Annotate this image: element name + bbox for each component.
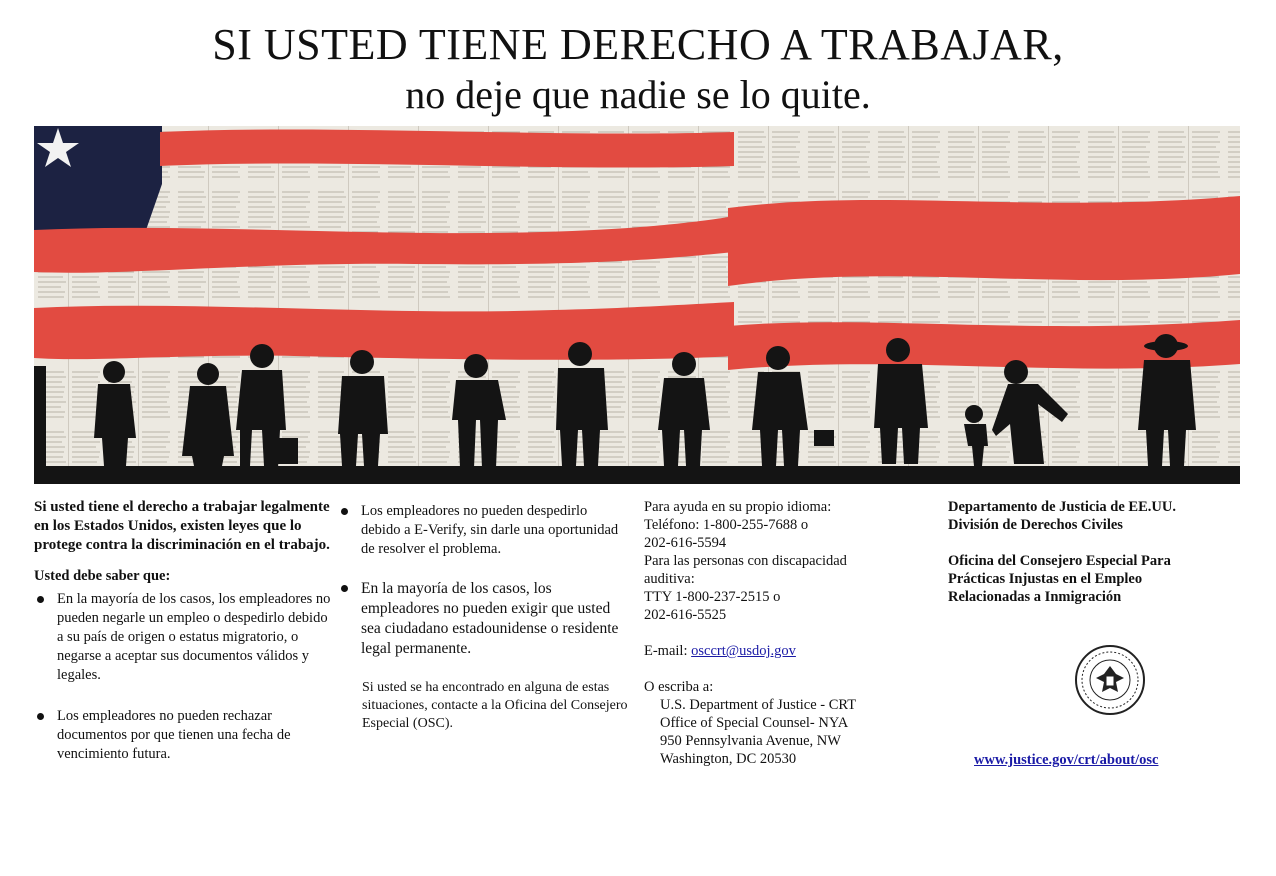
email-link[interactable]: osccrt@usdoj.gov (691, 643, 796, 659)
address-line: U.S. Department of Justice - CRT (660, 697, 857, 713)
address-line: Washington, DC 20530 (660, 751, 797, 767)
write-label: O escriba a: (644, 679, 714, 695)
address-line: Office of Special Counsel- NYA (660, 715, 849, 731)
column-rights-intro (34, 498, 334, 764)
title-line-2: no deje que nadie se lo quite. (405, 72, 871, 117)
rights-intro-text: Si usted tiene el derecho a trabajar legalmente en los Estados Unidos, existen leyes que lo protege contra la discriminación en el trabajo. (34, 499, 330, 553)
disability-line-2: auditiva: (644, 571, 695, 587)
office-name-line: Relacionadas a Inmigración (948, 589, 1122, 605)
department-name: Departamento de Justicia de EE.UU. (948, 499, 1176, 515)
column-employer-rules (338, 498, 628, 733)
list-item: En la mayoría de los casos, los empleadores no pueden exigir que usted sea ciudadano estadounidense o residente legal permanente. (338, 579, 628, 659)
contact-osc-note: Si usted se ha encontrado en alguna de estas situaciones, contacte a la Oficina del Consejero Especial (OSC). (362, 680, 628, 731)
disability-line: Para las personas con discapacidad (644, 553, 847, 569)
office-name-line: Prácticas Injustas en el Empleo (948, 571, 1143, 587)
phone-line: Teléfono: 1-800-255-7688 o (644, 517, 809, 533)
tty-line-2: 202-616-5525 (644, 607, 727, 623)
division-name: División de Derechos Civiles (948, 517, 1123, 533)
tty-line: TTY 1-800-237-2515 o (644, 589, 781, 605)
title-line-1: SI USTED TIENE DERECHO A TRABAJAR, (212, 20, 1064, 69)
know-heading: Usted debe saber que: (34, 568, 171, 584)
help-line: Para ayuda en su propio idioma: (644, 499, 832, 515)
email-row (644, 642, 924, 660)
list-item: Los empleadores no pueden rechazar documentos por que tienen una fecha de vencimiento futura. (34, 707, 334, 764)
employer-bullet-list (338, 502, 628, 659)
rights-bullet-list (34, 590, 334, 764)
office-name-line: Oficina del Consejero Especial Para (948, 553, 1171, 569)
column-agency (948, 498, 1248, 606)
list-item: Los empleadores no pueden despedirlo debido a E-Verify, sin darle una oportunidad de resolver el problema. (338, 502, 628, 559)
email-label: E-mail: (644, 643, 692, 659)
phone-line-2: 202-616-5594 (644, 535, 727, 551)
doj-seal-icon (1070, 644, 1150, 716)
flag-workers-banner-image (34, 126, 1240, 484)
osc-website-link[interactable]: www.justice.gov/crt/about/osc (974, 752, 1159, 768)
flag-silhouette-illustration (34, 126, 1240, 484)
address-line: 950 Pennsylvania Avenue, NW (660, 733, 841, 749)
poster-title (0, 22, 1276, 118)
list-item: En la mayoría de los casos, los empleadores no pueden negarle un empleo o despedirlo debido a su país de origen o estatus migratorio, o negarse a aceptar sus documentos válidos y legales. (34, 590, 334, 685)
column-contact-info (644, 498, 924, 768)
